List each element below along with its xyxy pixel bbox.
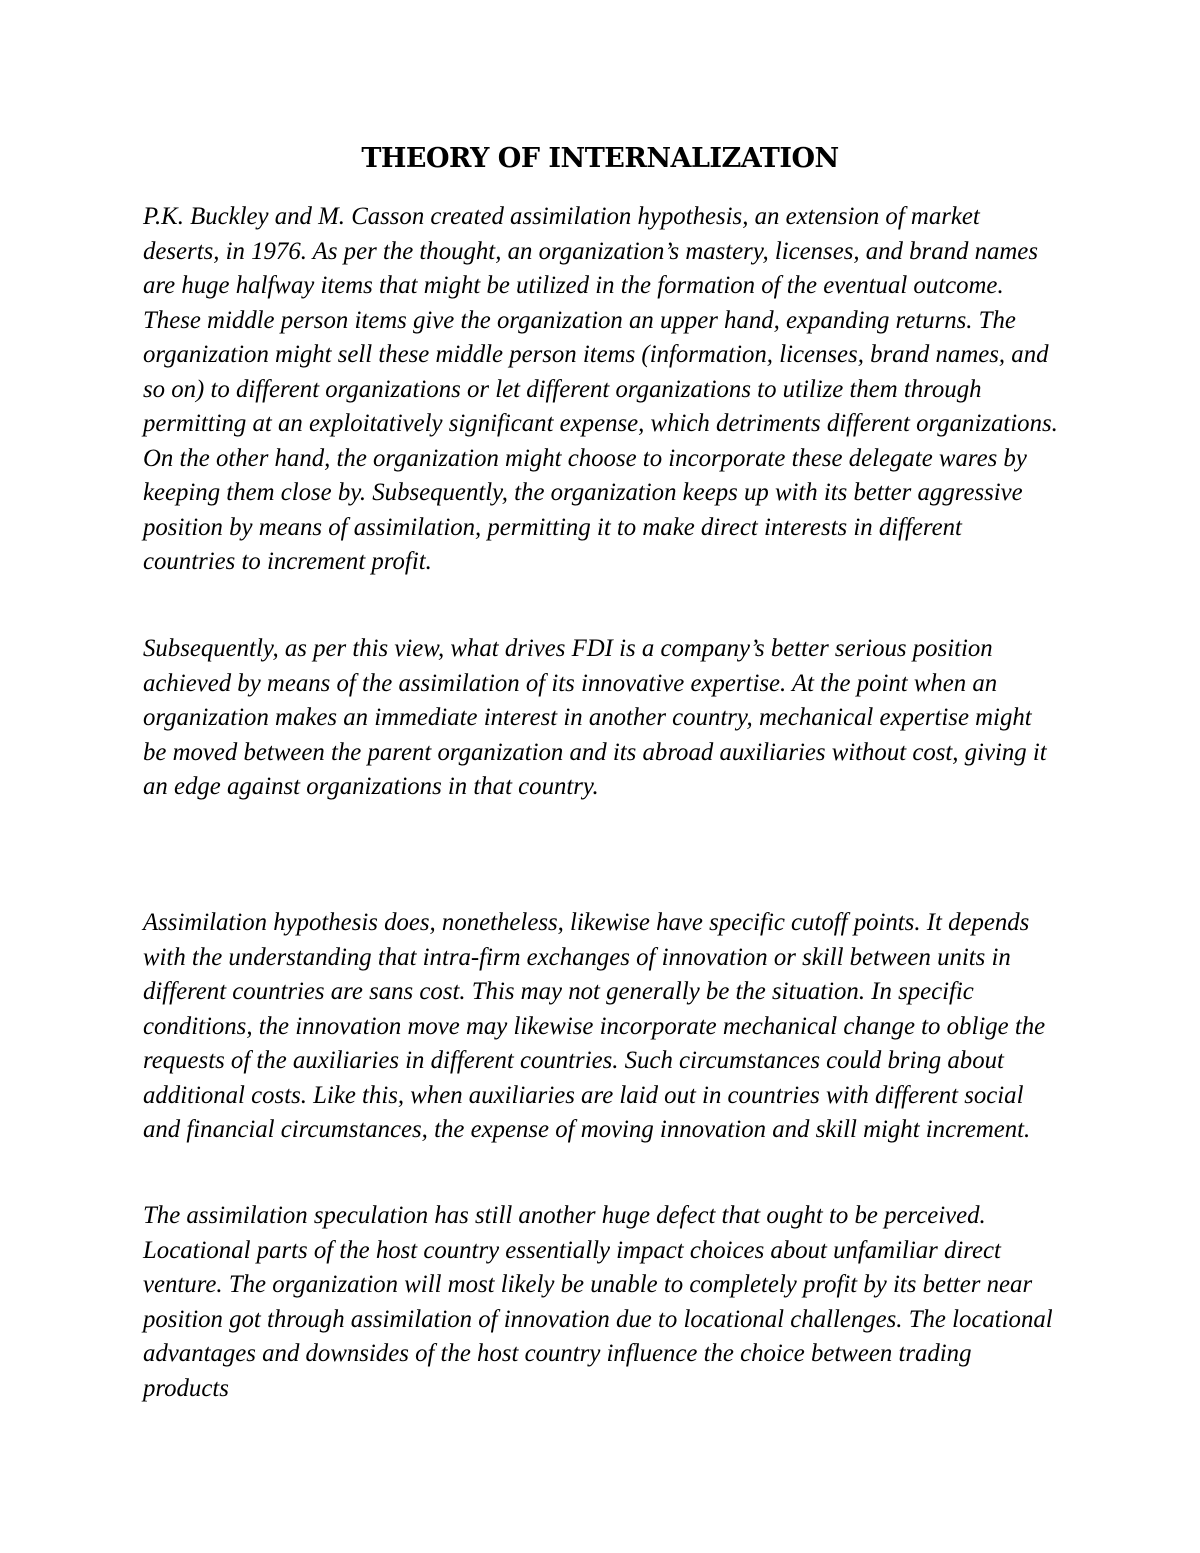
paragraph-3: Assimilation hypothesis does, nonetheless, likewise have specific cutoff points. It depends with the understanding that intra-firm exchanges of innovation or skill between units in different countries are sans cost. This may not generally be the situation. In specific conditions, the innovation move may likewise incorporate mechanical change to oblige the requests of the auxiliaries in different countries. Such circumstances could bring about additional costs. Like this, when auxiliaries are laid out in countries with different social and financial circumstances, the expense of moving innovation and skill might increment. (143, 909, 1046, 1143)
paragraph-4: The assimilation speculation has still another huge defect that ought to be perceived. Locational parts of the host country essentially impact choices about unfamiliar direct venture. The organization will most likely be unable to completely profit by its better near position got through assimilation of innovation due to locational challenges. The locational advantages and downsides of the host country influence the choice between trading products (143, 1202, 1053, 1402)
paragraph-2: Subsequently, as per this view, what drives FDI is a company’s better serious position achieved by means of the assimilation of its innovative expertise. At the point when an organization makes an immediate interest in another country, mechanical expertise might be moved between the parent organization and its abroad auxiliaries without cost, giving it an edge against organizations in that country. (143, 635, 1047, 800)
page-title: THEORY OF INTERNALIZATION (361, 143, 839, 174)
paragraph-1: P.K. Buckley and M. Casson created assimilation hypothesis, an extension of market deserts, in 1976. As per the thought, an organization’s mastery, licenses, and brand names are huge halfway items that might be utilized in the formation of the eventual outcome. These middle person items give the organization an upper hand, expanding returns. The organization might sell these middle person items (information, licenses, brand names, and so on) to different organizations or let different organizations to utilize them through permitting at an exploitatively significant expense, which detriments different organizations. On the other hand, the organization might choose to incorporate these delegate wares by keeping them close by. Subsequently, the organization keeps up with its better aggressive position by means of assimilation, permitting it to make direct interests in different countries to increment profit. (143, 203, 1058, 575)
